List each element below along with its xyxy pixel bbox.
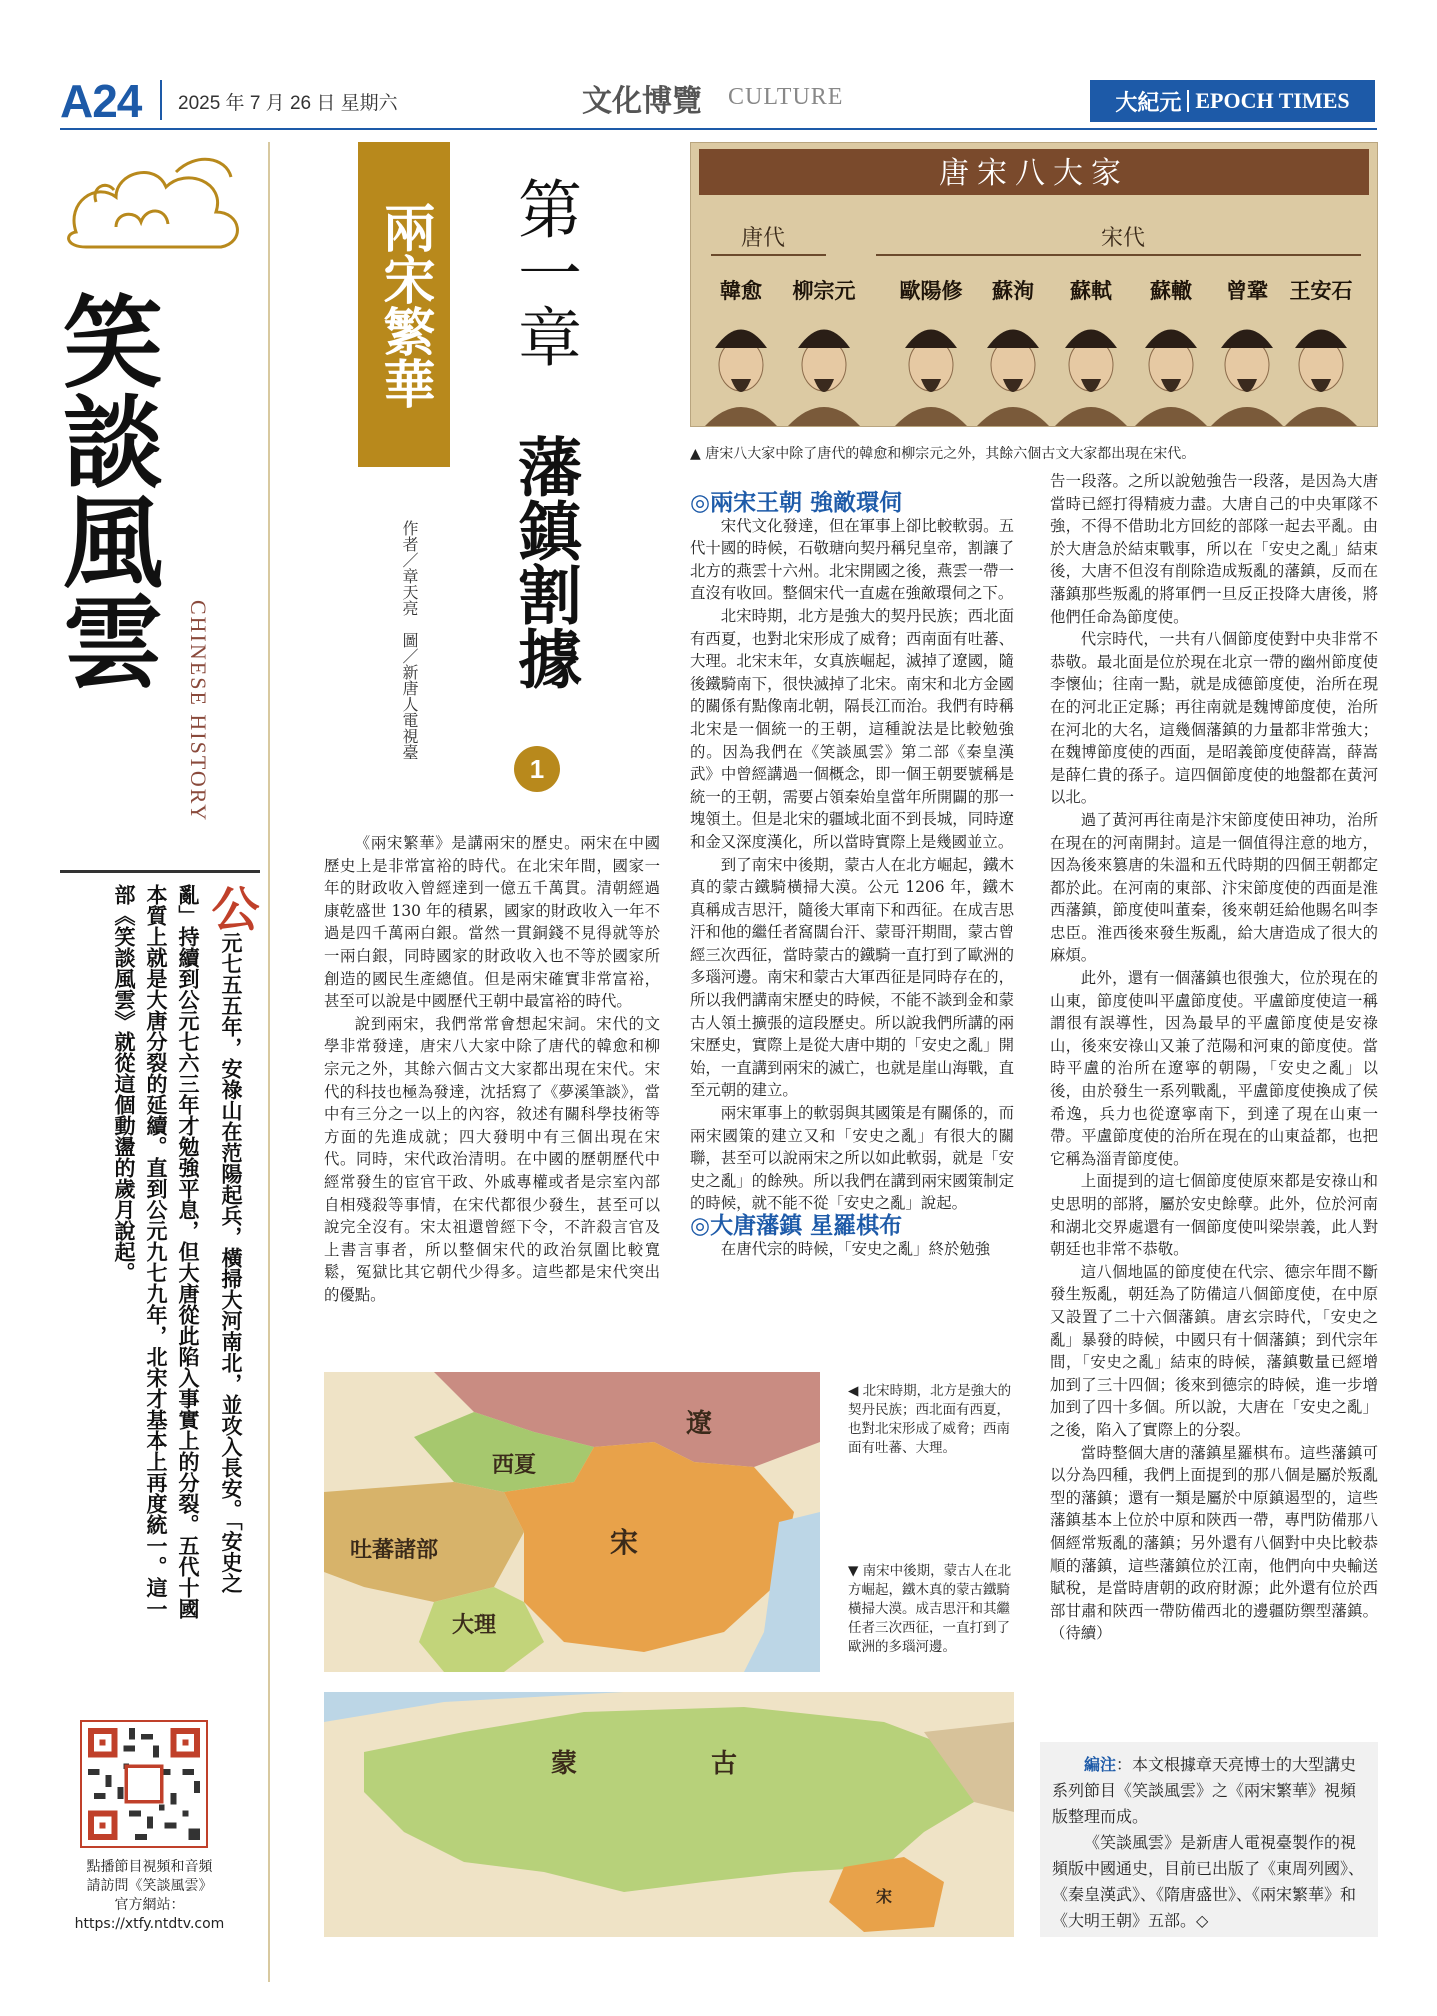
paragraph: 過了黃河再往南是汴宋節度使田神功，治所在現在的河南開封。這是一個值得注意的地方，因為後來篡唐的朱溫和五代時期的四個王朝都定都於此。在河南的東部、汴宋節度使的西面是淮西藩鎮，節度使叫董秦，後來朝廷給他賜名叫李忠臣。淮西後來發生叛亂，給大唐造成了很大的麻煩。 bbox=[1050, 810, 1378, 965]
paragraph: 告一段落。之所以說勉強告一段落，是因為大唐當時已經打得精疲力盡。大唐自己的中央軍隊不強，不得不借助北方回紇的部隊一起去平亂。由於大唐急於結束戰事，所以在「安史之亂」結束後，大唐不但沒有削除造成叛亂的藩鎮，反而在藩鎮那些叛亂的將軍們一旦反正投降大唐後，將他們任命為節度使。 bbox=[1050, 472, 1378, 626]
map-label: 西夏 bbox=[491, 1452, 537, 1478]
editor-note-label: 編注 bbox=[1084, 1755, 1117, 1774]
section-title: 文化博覽 bbox=[582, 84, 702, 119]
paragraph: 在唐代宗的時候，「安史之亂」終於勉強 bbox=[720, 1239, 991, 1258]
master-name: 蘇轍 bbox=[1150, 278, 1192, 303]
editor-note-text: ：本文根據章天亮博士的大型講史系列節目《笑談風雲》之《兩宋繁華》視頻版整理而成。 bbox=[1052, 1755, 1357, 1826]
article-title: 藩鎮割據 bbox=[507, 434, 581, 690]
header-divider bbox=[160, 80, 162, 120]
master-name: 柳宗元 bbox=[792, 278, 856, 303]
logo-cn: 大紀元 bbox=[1115, 89, 1182, 115]
body-column-3 bbox=[1050, 470, 1378, 1645]
mongol-map-caption: ▼ 南宋中後期，蒙古人在北方崛起，鐵木真的蒙古鐵騎橫掃大漠。成吉思汗和其繼任者三次西征，一直打到了歐洲的多瑙河邊。 bbox=[848, 1563, 1012, 1655]
editor-note bbox=[1040, 1742, 1378, 1937]
dynasty-tang-label: 唐代 bbox=[740, 226, 786, 251]
dynasty-song-label: 宋代 bbox=[1100, 226, 1146, 251]
column-title: 笑談風雲 bbox=[46, 290, 164, 690]
paragraph: 北宋時期，北方是強大的契丹民族；西北面有西夏，也對北宋形成了威脅；西南面有吐蕃、大理。北宋末年，女真族崛起，滅掉了遼國，隨後鐵騎南下，很快滅掉了北宋。南宋和北方金國的關係有點像南北朝，隔長江而治。我們有時稱北宋是一個統一的王朝，這種說法是比較勉強的。因為我們在《笑談風雲》第二部《秦皇漢武》中曾經講過一個概念，即一個王朝要號稱是統一的王朝，需要占領秦始皇當年所開闢的那一塊領土。但是北宋的疆域北面不到長城，同時遼和金又深度漢化，所以當時實際上是幾國並立。 bbox=[690, 606, 1014, 851]
sidebar-divider bbox=[268, 142, 270, 1982]
section-subtitle: CULTURE bbox=[728, 84, 844, 110]
paragraph: 兩宋軍事上的軟弱與其國策是有關係的，而兩宋國策的建立又和「安史之亂」有很大的關聯，甚至可以說兩宋之所以如此軟弱，就是「安史之亂」的餘殃。所以我們在講到兩宋國策制定的時候，就不能不從「安史之亂」說起。 bbox=[690, 1104, 1014, 1213]
map-label: 蒙 bbox=[550, 1749, 578, 1779]
logo-en: EPOCH TIMES bbox=[1195, 88, 1350, 113]
paragraph: 上面提到的這七個節度使原來都是安祿山和史思明的部將，屬於安史餘孽。此外，位於河南和湖北交界處還有一個節度使叫梁崇義，此人對朝廷也非常不恭敬。 bbox=[1050, 1172, 1378, 1259]
paragraph: 宋代文化發達，但在軍事上卻比較軟弱。五代十國的時候，石敬瑭向契丹稱兒皇帝，割讓了北方的燕雲十六州。北宋開國之後，燕雲一帶一直沒有收回。整個宋代一直處在強敵環伺之下。 bbox=[690, 516, 1014, 603]
eight-masters-illustration bbox=[690, 142, 1378, 427]
qr-caption-line: 請訪問《笑談風雲》 bbox=[86, 1878, 213, 1894]
map-label: 大理 bbox=[451, 1612, 497, 1638]
series-title-box bbox=[358, 142, 450, 467]
qr-caption bbox=[62, 1858, 237, 1934]
top-image-caption: ▲ 唐宋八大家中除了唐代的韓愈和柳宗元之外，其餘六個古文大家都出現在宋代。 bbox=[690, 446, 1196, 462]
master-name: 曾鞏 bbox=[1226, 278, 1268, 303]
editor-note-text: 《笑談風雲》是新唐人電視臺製作的視頻版中國通史，目前已出版了《東周列國》、《秦皇漢武》、《隋唐盛世》、《兩宋繁華》和《大明王朝》五部。◇ bbox=[1052, 1833, 1365, 1930]
chapter-label: 第一章 bbox=[507, 176, 581, 368]
map-label: 遼 bbox=[685, 1409, 713, 1439]
master-name: 蘇軾 bbox=[1070, 278, 1112, 303]
qr-caption-line: 官方網站： bbox=[114, 1897, 185, 1913]
paragraph: 代宗時代，一共有八個節度使對中央非常不恭敬。最北面是位於現在北京一帶的幽州節度使李懷仙；往南一點，就是成德節度使，治所在現在的河北正定縣；再往南就是魏博節度使，治所在河北的大名，這幾個藩鎮的力量都非常強大；在魏博節度使的西面，是昭義節度使薛嵩，薛嵩是薛仁貴的孫子。這四個節度使的地盤都在黃河以北。 bbox=[1050, 630, 1378, 807]
paragraph: 這八個地區的節度使在代宗、德宗年間不斷發生叛亂，朝廷為了防備這八個節度使，在中原又設置了二十六個藩鎮。唐玄宗時代，「安史之亂」暴發的時候，中國只有十個藩鎮；到代宗年間，「安史之亂」結束的時候，藩鎮數量已經增加到了三十四個；後來到德宗的時候，進一步增加到了四十多個。所以說，大唐在「安史之亂」之後，陷入了實際上的分裂。 bbox=[1050, 1262, 1378, 1439]
page-number: A24 bbox=[60, 75, 142, 127]
map-label: 古 bbox=[710, 1749, 738, 1779]
master-name: 蘇洵 bbox=[992, 278, 1034, 303]
paragraph: 當時整個大唐的藩鎮星羅棋布。這些藩鎮可以分為四種，我們上面提到的那八個是屬於叛亂型的藩鎮；還有一類是屬於中原鎮遏型的，這些藩鎮基本上位於中原和陝西一帶，專門防備那八個經常叛亂的藩鎮；另外還有八個對中央比較恭順的藩鎮，這些藩鎮位於江南，他們向中央輸送賦稅，是當時唐朝的政府財源；此外還有位於西部甘肅和陝西一帶防備西北的邊疆防禦型藩鎮。（待續） bbox=[1050, 1443, 1378, 1643]
paragraph: 說到兩宋，我們常常會想起宋詞。宋代的文學非常發達，唐宋八大家中除了唐代的韓愈和柳宗元之外，其餘六個古文大家都出現在宋代。宋代的科技也極為發達，沈括寫了《夢溪筆談》，當中有三分之一以上的內容，敘述有關科學技術等方面的先進成就；四大發明中有三個出現在宋代。同時，宋代政治清明。在中國的歷朝歷代中經常發生的宦官干政、外戚專權或者是宗室內部自相殘殺等事情，在宋代都很少發生，甚至可以說完全沒有。宋太祖還曾經下令，不許殺言官及上書言事者，所以整個宋代的政治氛圍比較寬鬆，冤獄比其它朝代少得多。這些都是宋代突出的優點。 bbox=[324, 1014, 660, 1304]
column-title-en: CHINESE HISTORY bbox=[186, 600, 211, 823]
intro-body: 元七五五年，安祿山在范陽起兵，橫掃大河南北，並攻入長安。「安史之亂」持續到公元七六三年才勉強平息，但大唐從此陷入事實上的分裂。五代十國本質上就是大唐分裂的延續。直到公元九七九年，北宋才基本上再度統一。這一部《笑談風雲》就從這個動盪的歲月說起。 bbox=[112, 884, 243, 1619]
cloud-ornament-icon bbox=[56, 142, 256, 272]
master-name: 歐陽修 bbox=[899, 278, 963, 303]
intro-rule bbox=[60, 870, 260, 873]
qr-caption-line: 點播節目視頻和音頻 bbox=[86, 1859, 213, 1875]
masthead-logo bbox=[1090, 80, 1375, 122]
issue-date: 2025 年 7 月 26 日 星期六 bbox=[178, 93, 398, 114]
paragraph: 《兩宋繁華》是講兩宋的歷史。兩宋在中國歷史上是非常富裕的時代。在北宋年間，國家一年的財政收入曾經達到一億五千萬貫。清朝經過康乾盛世 130 年的積累，國家的財政收入一年不過是四千萬兩白銀。當然一貫銅錢不見得就等於一兩白銀，同時國家的財政收入也不等於國家所創造的國民生產總值。但是兩宋確實非常富裕，甚至可以說是中國歷代王朝中最富裕的時代。 bbox=[324, 834, 660, 1011]
map-label: 宋 bbox=[875, 1887, 893, 1906]
illustration-title: 唐宋八大家 bbox=[939, 156, 1129, 191]
mongol-empire-map bbox=[324, 1692, 1014, 1937]
paragraph: 此外，還有一個藩鎮也很強大，位於現在的山東，節度使叫平盧節度使。平盧節度使這一稱謂很有誤導性，因為最早的平盧節度使是安祿山，後來安祿山又兼了范陽和河東的節度使。當時平盧的治所在遼寧的朝陽，「安史之亂」以後，由於發生一系列戰亂，平盧節度使換成了侯希逸，兵力也從遼寧南下，到達了現在山東一帶。平盧節度使的治所在現在的山東益都，也把它稱為淄青節度使。 bbox=[1050, 969, 1378, 1168]
subheading: ◎大唐藩鎮 星羅棋布 bbox=[690, 1213, 903, 1239]
master-name: 韓愈 bbox=[720, 278, 762, 303]
subheading: ◎兩宋王朝 強敵環伺 bbox=[690, 490, 903, 516]
qr-code-icon[interactable] bbox=[80, 1720, 208, 1848]
part-number-badge: 1 bbox=[514, 746, 560, 792]
north-song-map-caption: ◀ 北宋時期，北方是強大的契丹民族；西北面有西夏，也對北宋形成了威脅；西南面有吐蕃、大理。 bbox=[848, 1383, 1012, 1456]
intro-text bbox=[62, 884, 258, 1624]
byline: 作者／章天亮 圖／新唐人電視臺 bbox=[400, 520, 419, 760]
map-label: 吐蕃諸部 bbox=[349, 1537, 439, 1563]
body-column-2 bbox=[690, 492, 1014, 1260]
logo-divider bbox=[1187, 90, 1189, 112]
north-song-map bbox=[324, 1372, 820, 1672]
intro-dropcap: 公 bbox=[203, 884, 259, 932]
qr-caption-url[interactable]: https://xtfy.ntdtv.com bbox=[74, 1916, 225, 1932]
master-name: 王安石 bbox=[1289, 278, 1353, 303]
body-column-1 bbox=[324, 832, 660, 1306]
eight-masters-svg bbox=[691, 143, 1377, 426]
paragraph: 到了南宋中後期，蒙古人在北方崛起，鐵木真的蒙古鐵騎橫掃大漠。公元 1206 年，鐵木真稱成吉思汗，隨後大軍南下和西征。在成吉思汗和他的繼任者窩闊台汗、蒙哥汗期間，蒙古曾經三次西征，當時蒙古的鐵騎一直打到了歐洲的多瑙河邊。南宋和蒙古大軍西征是同時存在的，所以我們講南宋歷史的時候，不能不談到金和蒙古人領土擴張的這段歷史。所以說我們所講的兩宋歷史，實際上是從大唐中期的「安史之亂」開始，一直講到兩宋的滅亡，也就是崖山海戰，直至元朝的建立。 bbox=[690, 855, 1014, 1100]
series-title: 兩宋繁華 bbox=[374, 200, 435, 409]
map-label: 宋 bbox=[609, 1526, 639, 1559]
header-rule bbox=[60, 128, 1377, 130]
